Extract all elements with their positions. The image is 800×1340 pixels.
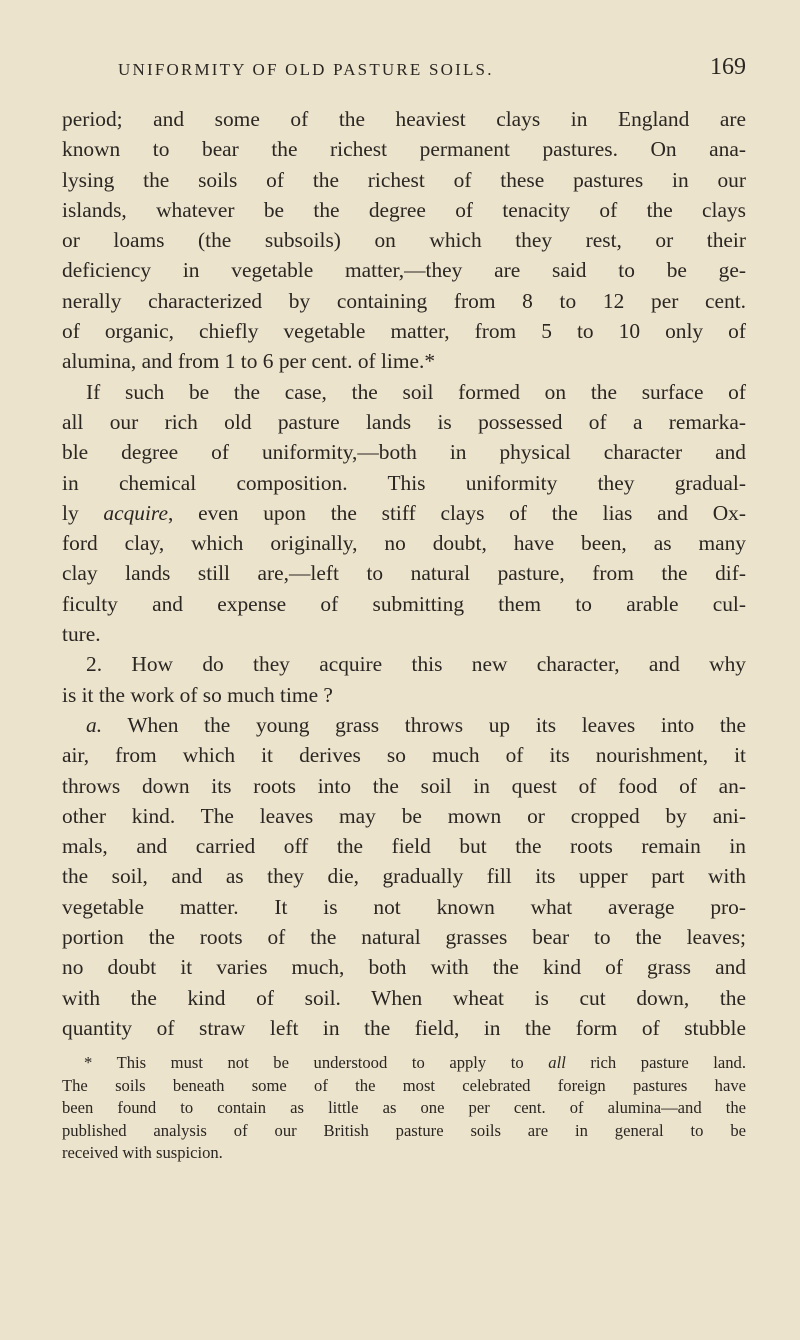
text-line: ficulty and expense of submitting them to arable cul- <box>62 591 746 616</box>
text-fragment: , even upon the stiff clays of the lias and Ox- <box>167 500 746 525</box>
footnote <box>62 1052 746 1165</box>
text-line: alumina, and from 1 to 6 per cent. of lime.* <box>62 349 436 374</box>
text-line: ture. <box>62 622 101 647</box>
text-line: no doubt it varies much, both with the kind of grass and <box>62 955 746 980</box>
text-line: known to bear the richest permanent pastures. On ana- <box>62 137 746 162</box>
text-line: lysing the soils of the richest of these pastures in our <box>62 167 746 192</box>
text-line: all our rich old pasture lands is possessed of a remarka- <box>62 409 746 434</box>
text-line: mals, and carried off the field but the roots remain in <box>62 834 746 859</box>
item-label-a: a. <box>86 712 103 737</box>
paragraph-start-line: If such be the case, the soil formed on the surface of <box>86 379 746 404</box>
text-line: air, from which it derives so much of its nourishment, it <box>62 743 746 768</box>
footnote-line: been found to contain as little as one per cent. of alumina—and the <box>62 1098 746 1117</box>
text-line: period; and some of the heaviest clays in England are <box>62 107 746 131</box>
text-line: portion the roots of the natural grasses bear to the leaves; <box>62 925 746 950</box>
text-line: the soil, and as they die, gradually fill its upper part with <box>62 864 746 889</box>
text-fragment: ly <box>62 500 104 525</box>
text-line: clay lands still are,—left to natural pasture, from the dif- <box>62 561 746 586</box>
paragraph-start-line: 2. How do they acquire this new character, and why <box>86 652 746 677</box>
text-fragment: rich pasture land. <box>565 1053 746 1072</box>
text-line: quantity of straw left in the field, in the form of stubble <box>62 1015 746 1040</box>
text-line: nerally characterized by containing from 8 to 12 per cent. <box>62 288 746 313</box>
text-line <box>62 498 746 528</box>
text-line: other kind. The leaves may be mown or cropped by ani- <box>62 803 746 828</box>
italic-acquire: acquire <box>103 500 168 525</box>
text-fragment: When the young grass throws up its leaves into the <box>102 712 746 737</box>
footnote-line: published analysis of our British pasture soils are in general to be <box>62 1120 746 1140</box>
body-text <box>62 104 746 1043</box>
text-line: islands, whatever be the degree of tenacity of the clays <box>62 197 746 222</box>
text-line: with the kind of soil. When wheat is cut down, the <box>62 985 746 1010</box>
text-line: in chemical composition. This uniformity they gradual- <box>62 470 746 495</box>
footnote-line: received with suspicion. <box>62 1143 223 1162</box>
text-line: ford clay, which originally, no doubt, have been, as many <box>62 531 746 556</box>
text-line: ble degree of uniformity,—both in physical character and <box>62 440 746 465</box>
text-line: or loams (the subsoils) on which they rest, or their <box>62 228 746 253</box>
italic-all: all <box>548 1053 566 1072</box>
footnote-line: The soils beneath some of the most celebrated foreign pastures have <box>62 1075 746 1095</box>
running-head <box>118 54 746 90</box>
footnote-line <box>62 1052 746 1075</box>
running-head-title: UNIFORMITY OF OLD PASTURE SOILS. <box>118 60 494 79</box>
paragraph-start-line <box>62 710 746 740</box>
text-line: is it the work of so much time ? <box>62 682 333 707</box>
text-line: of organic, chiefly vegetable matter, from 5 to 10 only of <box>62 319 746 344</box>
text-line: throws down its roots into the soil in quest of food of an- <box>62 773 746 798</box>
text-fragment: * This must not be understood to apply to <box>84 1053 549 1072</box>
page-number: 169 <box>710 54 746 80</box>
text-line: deficiency in vegetable matter,—they are said to be ge- <box>62 258 746 283</box>
text-line: vegetable matter. It is not known what average pro- <box>62 894 746 919</box>
